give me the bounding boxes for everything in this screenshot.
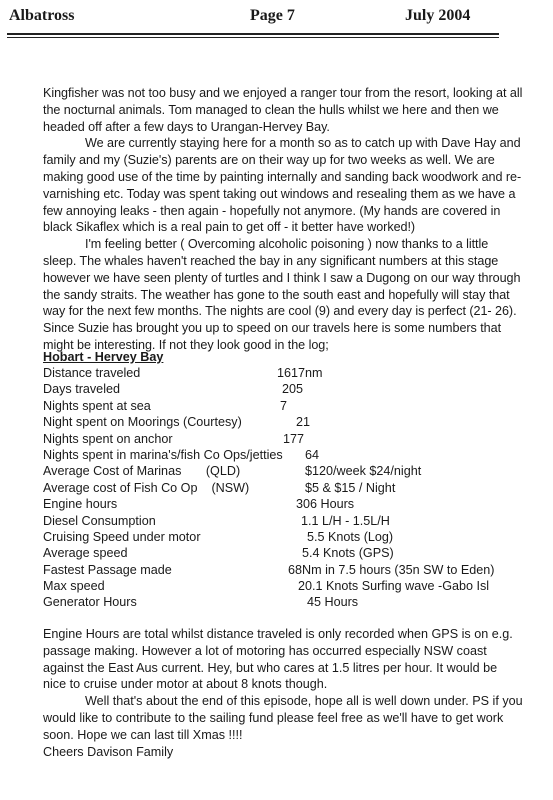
stats-row [43,365,543,381]
stats-row [43,545,543,561]
stats-row [43,398,543,414]
stats-row [43,513,543,529]
stats-row [43,463,543,479]
paragraph-5: Well that's about the end of this episode, hope all is well down under. PS if you would like to contribute to the sailing fund please feel free as we'll have to get work soon. Hope we can last till Xmas !!!! [43,694,523,742]
stats-row [43,496,543,512]
stats-value: 64 [305,447,320,462]
stats-label: Distance traveled [43,366,141,380]
stats-label: Cruising Speed under motor [43,529,201,544]
stats-label: Nights spent at sea [43,398,151,413]
stats-row [43,594,543,610]
paragraph-3: I'm feeling better ( Overcoming alcoholic poisoning ) now thanks to a little sleep. The whales haven't reached the bay in any significant numbers at this stage however we have seen plenty of turtles and I think I saw a Dugong on our way through the sandy straits. The weather has gone to the south east and hopefully will stay that way for the next few months. The nights are cool (9) and every day is perfect (21- 26). Since Suzie has brought you up to speed on our travels here is some numbers that might be interesting. If not they look good in the log; [43,237,521,352]
stats-label: Average cost of Fish Co Op (NSW) [43,480,250,495]
header-rule-bottom [7,37,499,38]
stats-value: 1.1 L/H - 1.5L/H [301,513,390,528]
stats-label: Nights spent in marina's/fish Co Ops/jetties [43,447,283,462]
stats-value: $120/week $24/night [305,464,422,479]
page-number: Page 7 [250,7,295,24]
stats-label: Average Cost of Marinas (QLD) [43,464,241,479]
stats-value: 177 [283,431,305,446]
stats-row [43,529,543,545]
stats-label: Max speed [43,579,105,594]
stats-row [43,381,543,397]
stats-value: $5 & $15 / Night [305,480,396,495]
stats-label: Average speed [43,546,128,561]
stats-label: Engine hours [43,497,118,512]
stats-label: Days traveled [43,382,120,397]
stats-value: 20.1 Knots Surfing wave -Gabo Isl [298,579,490,594]
closing-text [43,626,523,760]
stats-title: Hobart - Hervey Bay [43,350,164,364]
stats-value: 205 [282,382,304,397]
header-rule-top [7,33,499,35]
issue-date: July 2004 [405,7,471,24]
stats-label: Fastest Passage made [43,562,172,577]
stats-value: 5.4 Knots (GPS) [302,546,394,561]
stats-label: Nights spent on anchor [43,431,173,446]
newsletter-header [0,0,553,36]
stats-value: 45 Hours [307,595,359,610]
stats-row [43,414,543,430]
stats-value: 1617nm [277,366,323,380]
stats-row [43,578,543,594]
stats-value: 21 [296,415,311,430]
stats-value: 5.5 Knots (Log) [307,529,394,544]
paragraph-1: Kingfisher was not too busy and we enjoyed a ranger tour from the resort, looking at all the nocturnal animals. Tom managed to clean the hulls whilst we here and then we headed off after a few days to Urangan-Hervey Bay. [43,86,523,134]
article-body [43,85,523,354]
voyage-stats [43,349,543,611]
stats-value: 7 [280,398,288,413]
paragraph-4: Engine Hours are total whilst distance traveled is only recorded when GPS is on e.g. passage making. However a lot of motoring has occurred especially NSW coast against the East Aus current. Hey, but who cares at 1.5 litres per hour. It would be nice to cruise under motor at about 8 knots though. [43,627,513,692]
newsletter-title: Albatross [9,7,75,24]
paragraph-2: We are currently staying here for a month so as to catch up with Dave Hay and family and my (Suzie's) parents are on their way up for two weeks as well. We are making good use of the time by painting internally and sanding back woodwork and re-varnishing etc. Today was spent taking out windows and resealing them as we have a few annoying leaks - then again - hopefully not anymore. (My hands are covered in black Sikaflex which is a real pain to get off - it better have worked!) [43,136,522,235]
stats-row [43,431,543,447]
stats-label: Generator Hours [43,595,137,610]
signature-line: Cheers Davison Family [43,744,174,759]
stats-value: 306 Hours [296,497,355,512]
stats-row [43,480,543,496]
stats-value: 68Nm in 7.5 hours (35n SW to Eden) [288,562,495,577]
stats-label: Night spent on Moorings (Courtesy) [43,415,242,430]
stats-label: Diesel Consumption [43,513,156,528]
stats-row [43,447,543,463]
stats-row [43,562,543,578]
